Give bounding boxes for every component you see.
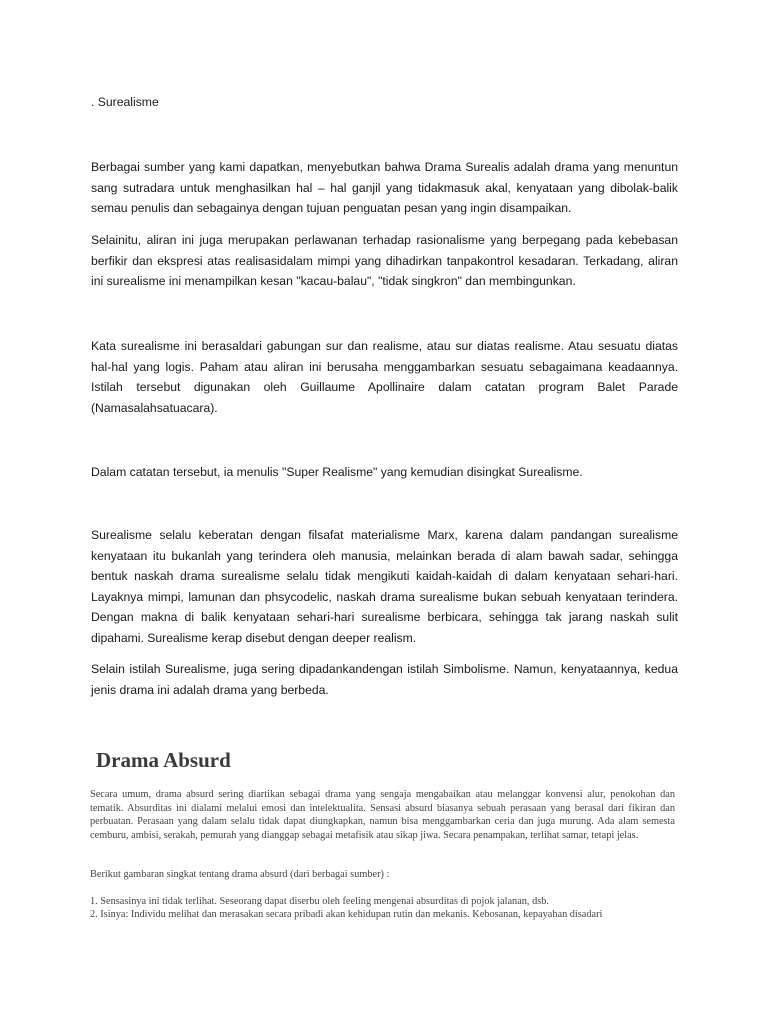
paragraph: Selain istilah Surealisme, juga sering dipadankandengan istilah Simbolisme. Namun, kenyataannya, kedua jenis drama ini adalah drama yang berbeda. — [91, 662, 678, 697]
list-item: 1. Sensasinya ini tidak terlihat. Seseorang dapat diserbu oleh feeling mengenai absurditas di pojok jalanan, dsb. — [90, 896, 549, 907]
section-heading-surealisme: . Surealisme — [91, 95, 159, 109]
section-heading-drama-absurd: Drama Absurd — [96, 748, 231, 772]
absurd-intro-paragraph: Secara umum, drama absurd sering diartikan sebagai drama yang sengaja mengabaikan atau melanggar konvensi alur, penokohan dan tematik. Absurditas ini dialami melalui emosi dan intelektualita. Sensasi absurd biasanya sebuah perasaan yang berasal dari fikiran dan perbuatan. Perasaan yang dalam selalu tidak dapat diungkapkan, namun bisa menggambarkan ceria dan juga murung. Ada alam semesta cemburu, ambisi, serakah, pemurah yang dianggap sebagai metafisik atau sikap jiwa. Secara penampakan, terlihat samar, tetapi jelas. — [90, 789, 675, 841]
paragraph: Dalam catatan tersebut, ia menulis "Super Realisme" yang kemudian disingkat Surealisme. — [91, 465, 583, 479]
paragraph: Kata surealisme ini berasaldari gabungan sur dan realisme, atau sur diatas realisme. Atau sesuatu diatas hal-hal yang logis. Paham atau aliran ini berusaha menggambarkan sesuatu sebagaimana keadaannya. Istilah tersebut digunakan oleh Guillaume Apollinaire dalam catatan program Balet Parade (Namasalahsatuacara). — [91, 339, 678, 415]
absurd-lead-line: Berikut gambaran singkat tentang drama absurd (dari berbagai sumber) : — [90, 869, 390, 880]
list-item: 2. Isinya: Individu melihat dan merasakan secara pribadi akan kehidupan rutin dan mekanis. Kebosanan, kepayahan disadari — [90, 909, 603, 920]
paragraph: Selainitu, aliran ini juga merupakan perlawanan terhadap rasionalisme yang berpegang pada kebebasan berfikir dan ekspresi atas realisasidalam mimpi yang dihadirkan tanpakontrol kesadaran. Terkadang, aliran ini surealisme ini menampilkan kesan "kacau-balau", "tidak singkron" dan membingunkan. — [91, 233, 678, 288]
paragraph: Berbagai sumber yang kami dapatkan, menyebutkan bahwa Drama Surealis adalah drama yang menuntun sang sutradara untuk menghasilkan hal – hal ganjil yang tidakmasuk akal, kenyataan yang dibolak-balik semau penulis dan sebagainya dengan tujuan penguatan pesan yang ingin disampaikan. — [91, 160, 678, 215]
paragraph: Surealisme selalu keberatan dengan filsafat materialisme Marx, karena dalam pandangan surealisme kenyataan itu bukanlah yang terindera oleh manusia, melainkan berada di alam bawah sadar, sehingga bentuk naskah drama surealisme selalu tidak mengikuti kaidah-kaidah di dalam kenyataan sehari-hari. Layaknya mimpi, lamunan dan phsycodelic, naskah drama surealisme bukan sebuah kenyataan terindera. Dengan makna di balik kenyataan sehari-hari surealisme berbicara, sehingga tak jarang naskah sulit dipahami. Surealisme kerap disebut dengan deeper realism. — [91, 528, 678, 645]
